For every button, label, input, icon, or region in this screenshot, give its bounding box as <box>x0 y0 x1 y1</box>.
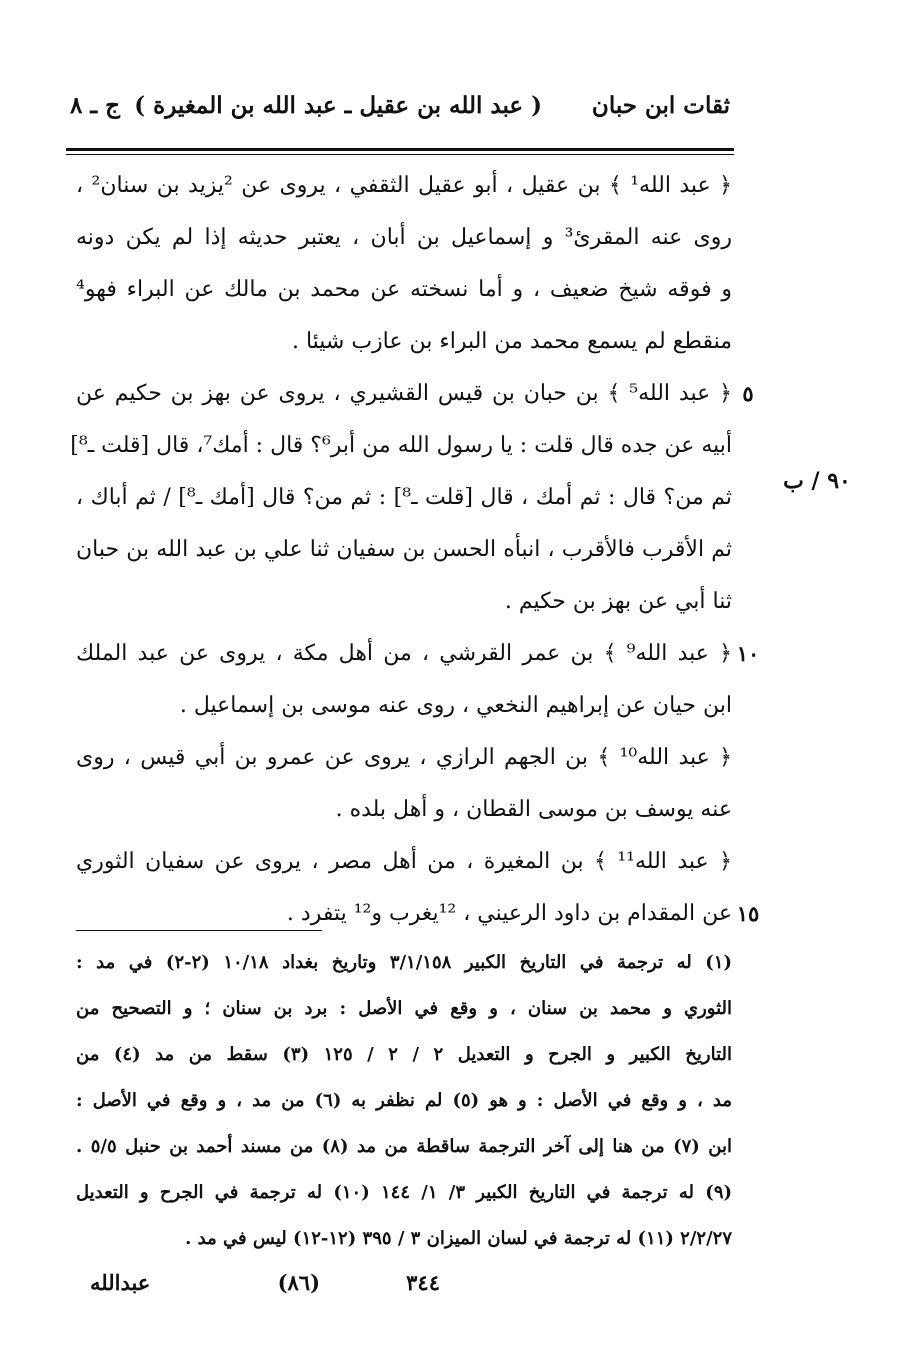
line-number: ٥ <box>742 381 754 406</box>
header-rule-thin <box>66 154 734 155</box>
text-line: ﴿ عبد الله¹ ﴾ بن عقيل ، أبو عقيل الثقفي ، يروى عن ²يزيد بن سنان² ، <box>76 173 732 198</box>
text-line: ﴿ عبد الله¹⁰ ﴾ بن الجهم الرازي ، يروى عن عمرو بن أبي قيس ، روى <box>76 745 732 770</box>
header-rule <box>66 148 734 151</box>
footnote-line: الثوري و محمد بن سنان ، و وقع في الأصل : برد بن سنان ؛ و التصحيح من <box>76 998 732 1019</box>
text-line: عن المقدام بن داود الرعيني ، ¹²يغرب و¹² يتفرد . <box>286 901 732 926</box>
entry-number: (٨٦) <box>277 1270 320 1295</box>
page-footer <box>90 1270 650 1310</box>
text-line: ثم من؟ قال : ثم أمك ، قال [قلت ـ⁸] : ثم من؟ قال [أمك ـ⁸] / ثم أباك ، <box>76 485 732 510</box>
footnote-line: مد ، و وقع في الأصل : و هو (٥) لم نظفر به (٦) من مد ، و وقع في الأصل : <box>76 1090 732 1111</box>
text-line: ﴿ عبد الله⁹ ﴾ بن عمر القرشي ، من أهل مكة ، يروى عن عبد الملك <box>76 641 732 666</box>
footnote-line: التاريخ الكبير و الجرح و التعديل ٢ / ٢ / ١٢٥ (٣) سقط من مد (٤) من <box>76 1044 733 1065</box>
footnote-line: (٩) له ترجمة في التاريخ الكبير ٣/ ١/ ١٤٤ (١٠) له ترجمة في الجرح و التعديل <box>76 1182 733 1203</box>
book-title: ثقات ابن حبان <box>591 92 730 119</box>
page-number: ٣٤٤ <box>406 1270 440 1295</box>
footnote-line: ابن (٧) من هنا إلى آخر الترجمة ساقطة من مد (٨) من مسند أحمد بن حنبل ٥/٥ . <box>76 1136 732 1157</box>
line-number: ١٥ <box>736 901 760 926</box>
text-line: ﴿ عبد الله¹¹ ﴾ بن المغيرة ، من أهل مصر ، يروى عن سفيان الثوري <box>76 849 732 874</box>
text-line: ﴿ عبد الله⁵ ﴾ بن حبان بن قيس القشيري ، يروى عن بهز بن حكيم عن <box>76 381 732 406</box>
text-line: عنه يوسف بن موسى القطان ، و أهل بلده . <box>335 797 732 822</box>
text-line: ابن حيان عن إبراهيم النخعي ، روى عنه موسى بن إسماعيل . <box>179 693 732 718</box>
volume-number: ج ـ ٨ <box>70 92 120 119</box>
text-line: منقطع لم يسمع محمد من البراء بن عازب شيئا . <box>291 329 732 354</box>
text-line: روى عنه المقرئ³ و إسماعيل بن أبان ، يعتبر حديثه إذا لم يكن دونه <box>76 225 732 250</box>
text-line: و فوقه شيخ ضعيف ، و أما نسخته عن محمد بن مالك عن البراء فهو⁴ <box>76 277 732 302</box>
running-header <box>70 92 730 136</box>
text-line: ثنا أبي عن بهز بن حكيم . <box>504 589 732 614</box>
text-line: أبيه عن جده قال قلت : يا رسول الله من أبر⁶؟ قال : أمك⁷، قال [قلت ـ⁸] <box>70 433 732 458</box>
footnote-rule <box>76 930 322 931</box>
line-number: ١٠ <box>736 641 760 666</box>
footnote-line: ٢/٢/٢٧ (١١) له ترجمة في لسان الميزان ٣ / ٣٩٥ (١٢-١٢) ليس في مد . <box>185 1228 732 1249</box>
footnote-line: (١) له ترجمة في التاريخ الكبير ٣/١/١٥٨ وتاريخ بغداد ١٠/١٨ (٢-٢) في مد : <box>76 952 732 973</box>
catchword: عبدالله <box>90 1270 151 1295</box>
manuscript-folio-marker: ٩٠ / ب <box>783 468 851 494</box>
entry-range: ( عبد الله بن عقيل ـ عبد الله بن المغيرة ) <box>134 92 542 119</box>
text-line: ثم الأقرب فالأقرب ، انبأه الحسن بن سفيان ثنا علي بن عبد الله بن حبان <box>76 537 732 562</box>
